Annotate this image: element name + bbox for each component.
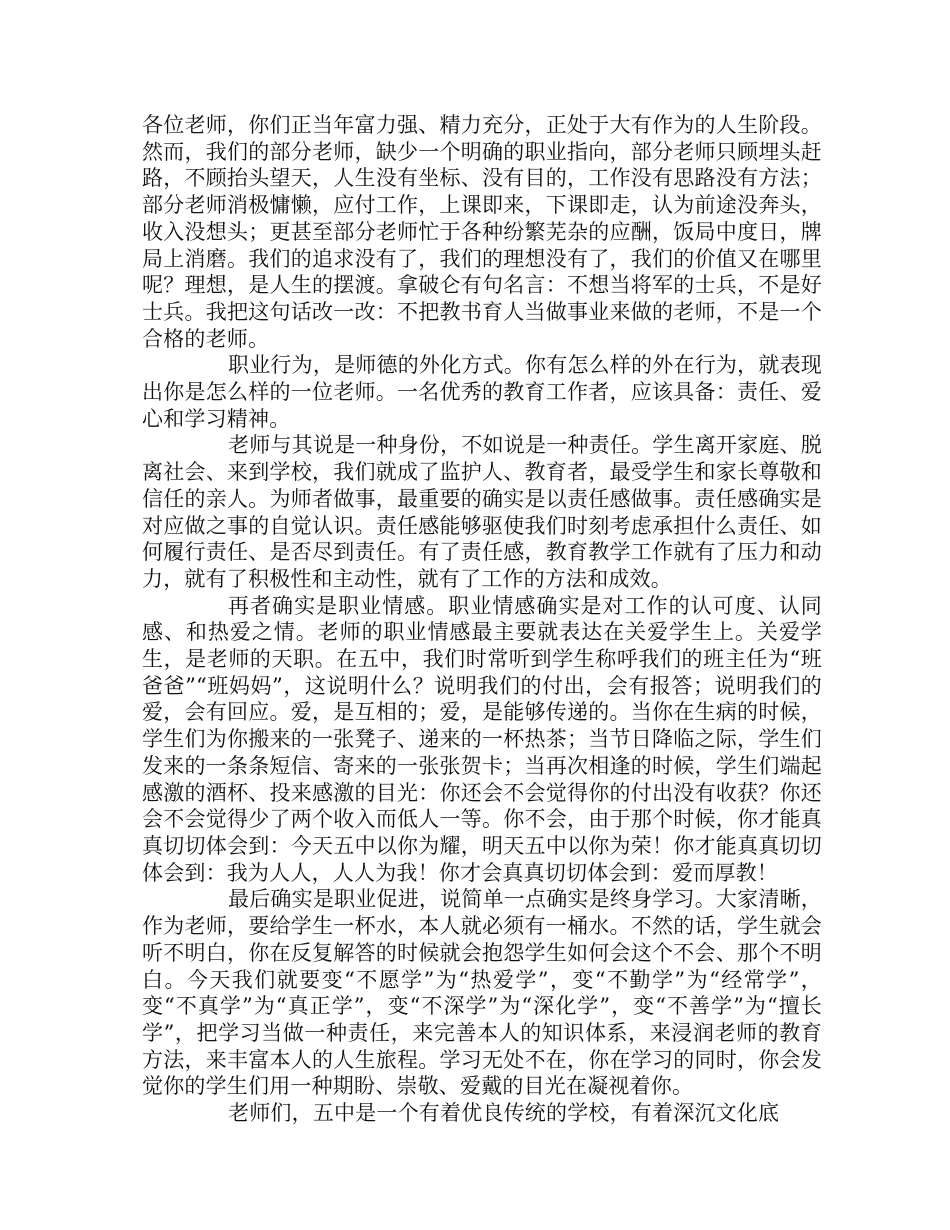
paragraph-ideals: 各位老师，你们正当年富力强、精力充分，正处于大有作为的人生阶段。然而，我们的部分老师，缺少一个明确的职业指向，部分老师只顾埋头赶路，不顾抬头望天，人生没有坐标、没有目的，工作没有思路没有方法；部分老师消极慵懒，应付工作，上课即来，下课即走，认为前途没奔头，收入没想头；更甚至部分老师忙于各种纷繁芜杂的应酬，饭局中度日，牌局上消磨。我们的追求没有了，我们的理想没有了，我们的价值又在哪里呢？理想，是人生的摆渡。拿破仑有句名言：不想当将军的士兵，不是好士兵。我把这句话改一改：不把教书育人当做事业来做的老师，不是一个合格的老师。 <box>142 113 822 351</box>
paragraph-responsibility: 老师与其说是一种身份，不如说是一种责任。学生离开家庭、脱离社会、来到学校，我们就成了监护人、教育者，最受学生和家长尊敬和信任的亲人。为师者做事，最重要的确实是以责任感做事。责任感确实是对应做之事的自觉认识。责任感能够驱使我们时刻考虑承担什么责任、如何履行责任、是否尽到责任。有了责任感，教育教学工作就有了压力和动力，就有了积极性和主动性，就有了工作的方法和成效。 <box>142 433 822 591</box>
document-page <box>142 112 822 1127</box>
paragraph-professional-emotion: 再者确实是职业情感。职业情感确实是对工作的认可度、认同感、和热爱之情。老师的职业情感最主要就表达在关爱学生上。关爱学生，是老师的天职。在五中，我们时常听到学生称呼我们的班主任为“班爸爸”“班妈妈”，这说明什么？说明我们的付出，会有报答；说明我们的爱，会有回应。爱，是互相的；爱，是能够传递的。当你在生病的时候，学生们为你搬来的一张凳子、递来的一杯热茶；当节日降临之际，学生们发来的一条条短信、寄来的一张张贺卡；当再次相逢的时候，学生们端起感激的酒杯、投来感激的目光：你还会不会觉得你的付出没有收获？你还会不会觉得少了两个收入而低人一等。你不会，由于那个时候，你才能真真切切体会到：今天五中以你为耀，明天五中以你为荣！你才能真真切切体会到：我为人人，人人为我！你才会真真切切体会到：爱而厚教！ <box>142 593 822 885</box>
paragraph-lifelong-learning: 最后确实是职业促进，说简单一点确实是终身学习。大家清晰，作为老师，要给学生一杯水，本人就必须有一桶水。不然的话，学生就会听不明白，你在反复解答的时候就会抱怨学生如何会这个不会、那个不明白。今天我们就要变“不愿学”为“热爱学”，变“不勤学”为“经常学”，变“不真学”为“真正学”，变“不深学”为“深化学”，变“不善学”为“擅长学”，把学习当做一种责任，来完善本人的知识体系，来浸润老师的教育方法，来丰富本人的人生旅程。学习无处不在，你在学习的同时，你会发觉你的学生们用一种期盼、崇敬、爱戴的目光在凝视着你。 <box>142 887 822 1099</box>
paragraph-professional-conduct: 职业行为，是师德的外化方式。你有怎么样的外在行为，就表现出你是怎么样的一位老师。一名优秀的教育工作者，应该具备：责任、爱心和学习精神。 <box>142 353 822 431</box>
paragraph-closing: 老师们，五中是一个有着优良传统的学校，有着深沉文化底 <box>228 1101 780 1126</box>
